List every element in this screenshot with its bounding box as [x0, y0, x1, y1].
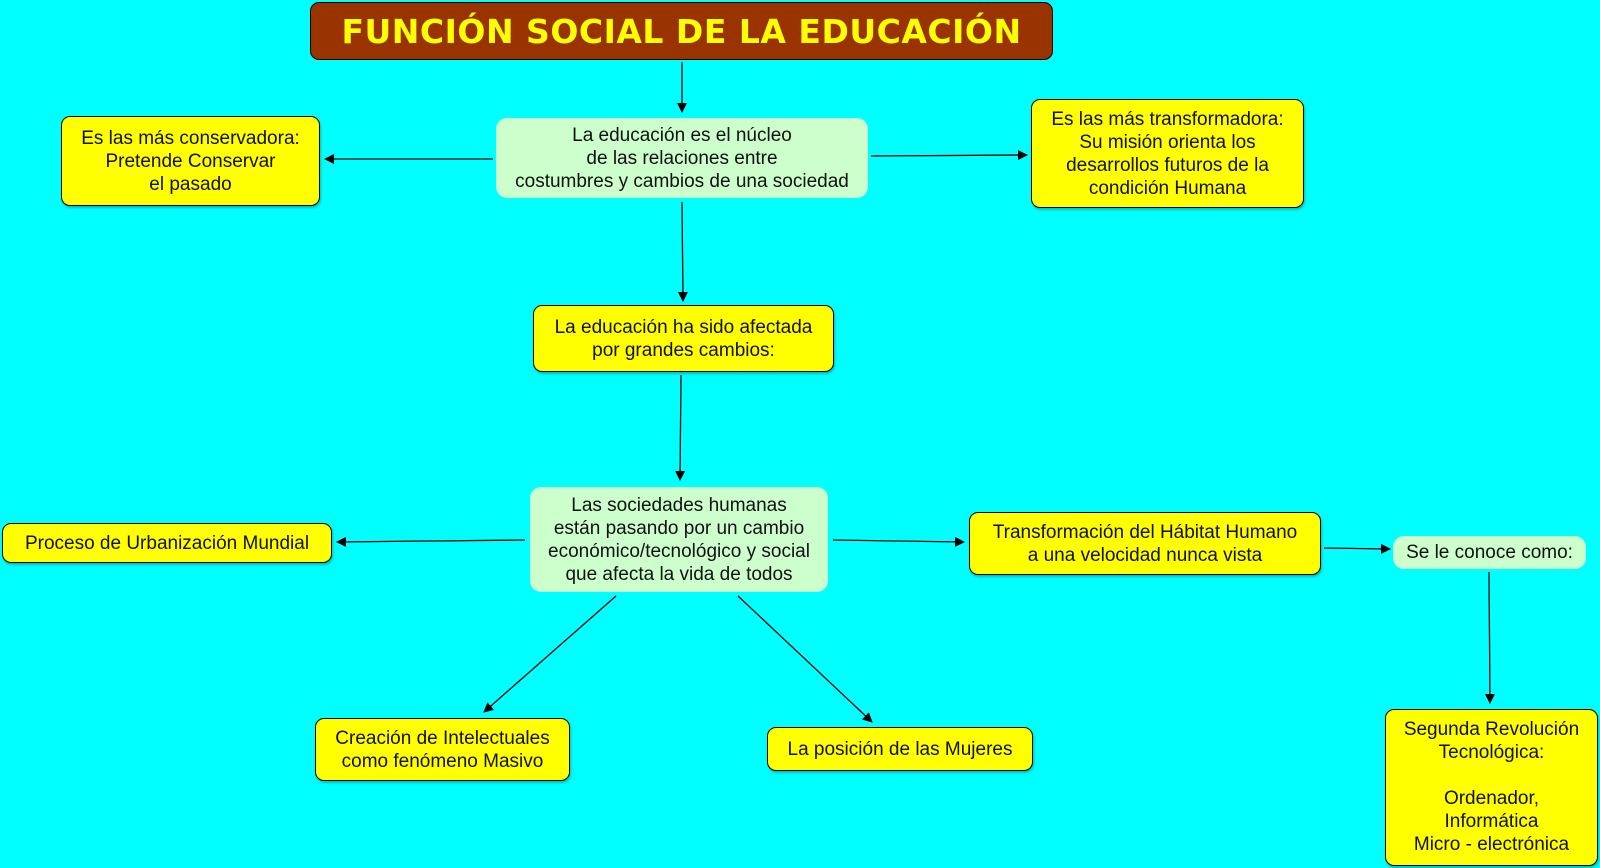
node-posicion-mujeres: La posición de las Mujeres [767, 727, 1033, 771]
node-educacion-afectada: La educación ha sido afectada por grandes cambios: [533, 305, 834, 372]
edge-habitat-to-conoce [1324, 548, 1390, 549]
node-transformadora: Es las más transformadora: Su misión orienta los desarrollos futuros de la condición Humana [1031, 99, 1304, 208]
edge-nucleo-to-afectada [682, 202, 683, 301]
edge-afectada-to-sociedades [680, 375, 681, 480]
node-se-le-conoce: Se le conoce como: [1393, 536, 1586, 569]
node-educacion-nucleo: La educación es el núcleo de las relaciones entre costumbres y cambios de una sociedad [496, 118, 868, 198]
node-urbanizacion-mundial: Proceso de Urbanización Mundial [2, 523, 332, 563]
node-intelectuales: Creación de Intelectuales como fenómeno Masivo [315, 718, 570, 781]
node-segunda-revolucion: Segunda Revolución Tecnológica: Ordenador, Informática Micro - electrónica [1385, 709, 1598, 866]
edge-sociedades-to-intelectuales [484, 596, 616, 712]
node-conservadora: Es las más conservadora: Pretende Conservar el pasado [61, 116, 320, 206]
edge-sociedades-to-urbanizacion [337, 540, 525, 542]
edge-sociedades-to-habitat [833, 540, 964, 542]
node-habitat-humano: Transformación del Hábitat Humano a una velocidad nunca vista [969, 512, 1321, 575]
diagram-title: FUNCIÓN SOCIAL DE LA EDUCACIÓN [310, 2, 1053, 60]
node-sociedades-humanas: Las sociedades humanas están pasando por un cambio económico/tecnológico y social que afecta la vida de todos [530, 487, 828, 592]
edge-nucleo-to-transformadora [871, 155, 1027, 156]
edge-sociedades-to-mujeres [738, 596, 872, 722]
edge-conoce-to-revolucion [1489, 572, 1490, 703]
